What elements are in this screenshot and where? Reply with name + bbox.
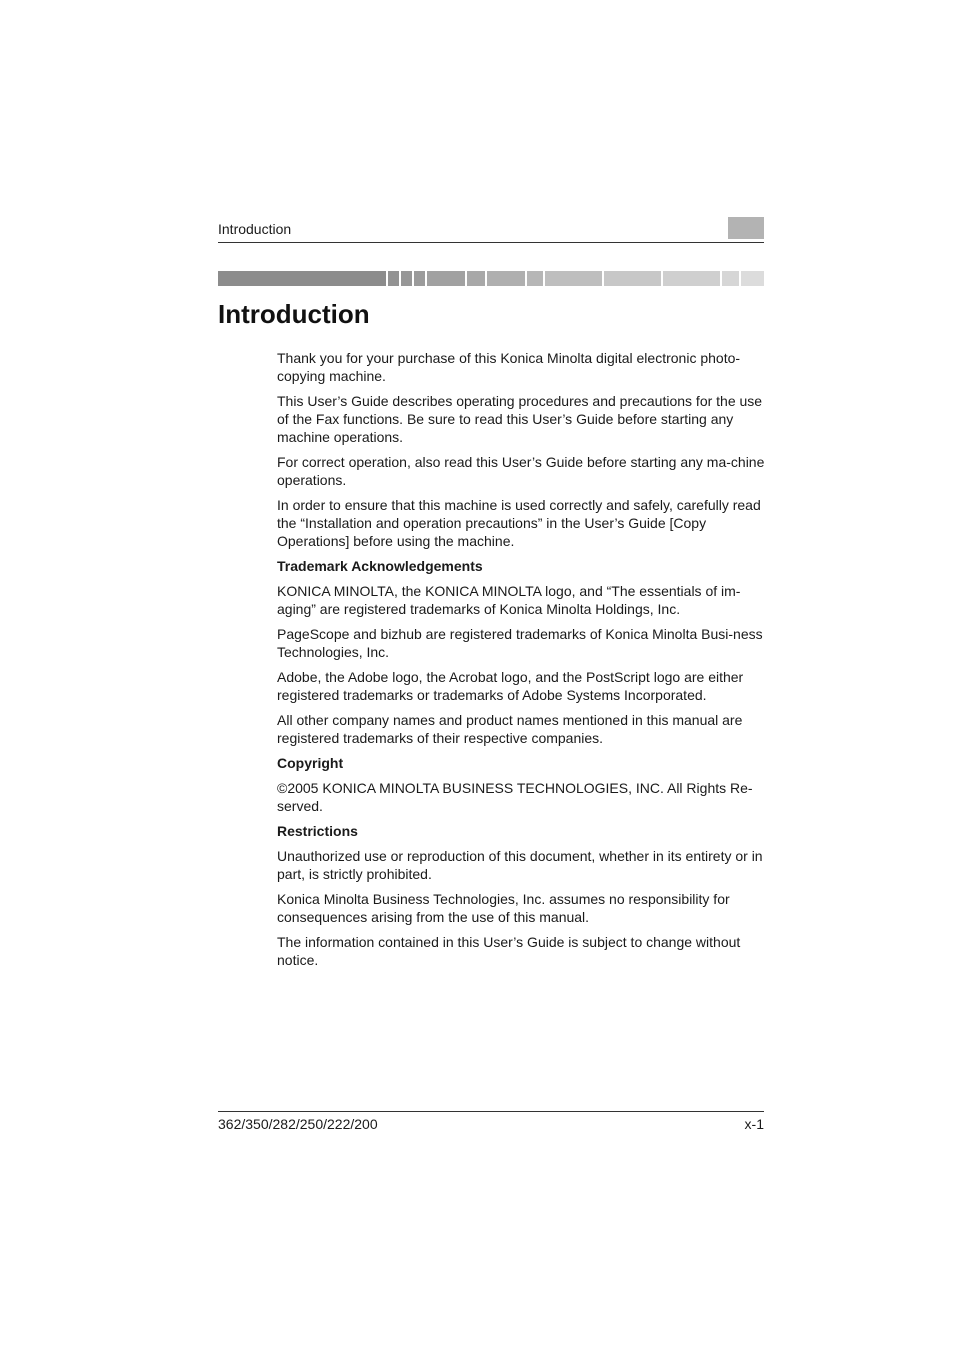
header-tab-marker <box>728 217 764 239</box>
restrictions-paragraph: The information contained in this User’s Guide is subject to change without notice. <box>277 934 741 968</box>
bar-segment <box>663 271 720 286</box>
body-text <box>277 349 765 976</box>
bar-segment <box>414 271 425 286</box>
bar-segment <box>527 271 543 286</box>
footer-model-numbers: 362/350/282/250/222/200 <box>218 1116 378 1132</box>
running-header-title: Introduction <box>218 221 292 237</box>
intro-paragraph: This User’s Guide describes operating procedures and precautions for the use of the Fax functions. Be sure to read this User’s Guide before starting any machine operations. <box>277 393 763 445</box>
bar-segment <box>401 271 412 286</box>
running-footer <box>218 1111 764 1134</box>
bar-segment <box>487 271 525 286</box>
restrictions-paragraph: Konica Minolta Business Technologies, Inc. assumes no responsibility for consequences arising from the use of this manual. <box>277 891 730 925</box>
trademark-paragraph: Adobe, the Adobe logo, the Acrobat logo, and the PostScript logo are either registered trademarks or trademarks of Adobe Systems Incorporated. <box>277 669 744 703</box>
copyright-paragraph: ©2005 KONICA MINOLTA BUSINESS TECHNOLOGIES, INC. All Rights Re-served. <box>277 780 753 814</box>
footer-page-number: x-1 <box>744 1116 764 1132</box>
restrictions-paragraph: Unauthorized use or reproduction of this document, whether in its entirety or in part, is strictly prohibited. <box>277 848 763 882</box>
trademark-paragraph: KONICA MINOLTA, the KONICA MINOLTA logo, and “The essentials of im-aging” are registered trademarks of Konica Minolta Holdings, Inc. <box>277 583 741 617</box>
trademark-paragraph: PageScope and bizhub are registered trademarks of Konica Minolta Busi-ness Technologies, Inc. <box>277 626 763 660</box>
bar-segment <box>427 271 465 286</box>
copyright-heading: Copyright <box>277 755 344 771</box>
bar-segment <box>741 271 764 286</box>
bar-segment <box>604 271 661 286</box>
intro-paragraph: Thank you for your purchase of this Konica Minolta digital electronic photo-copying machine. <box>277 350 741 384</box>
bar-segment <box>467 271 485 286</box>
chapter-title: Introduction <box>218 299 370 329</box>
bar-segment <box>388 271 399 286</box>
intro-paragraph: In order to ensure that this machine is used correctly and safely, carefully read the “Installation and operation precautions” in the User’s Guide [Copy Operations] before using the machine. <box>277 497 761 549</box>
chapter-decoration-bar <box>218 271 764 286</box>
trademark-heading: Trademark Acknowledgements <box>277 558 483 574</box>
restrictions-heading: Restrictions <box>277 823 358 839</box>
running-header <box>218 220 764 243</box>
trademark-paragraph: All other company names and product names mentioned in this manual are registered trademarks of their respective companies. <box>277 712 743 746</box>
bar-segment <box>722 271 739 286</box>
bar-segment <box>545 271 602 286</box>
bar-segment <box>218 271 386 286</box>
intro-paragraph: For correct operation, also read this User’s Guide before starting any ma-chine operations. <box>277 454 765 488</box>
